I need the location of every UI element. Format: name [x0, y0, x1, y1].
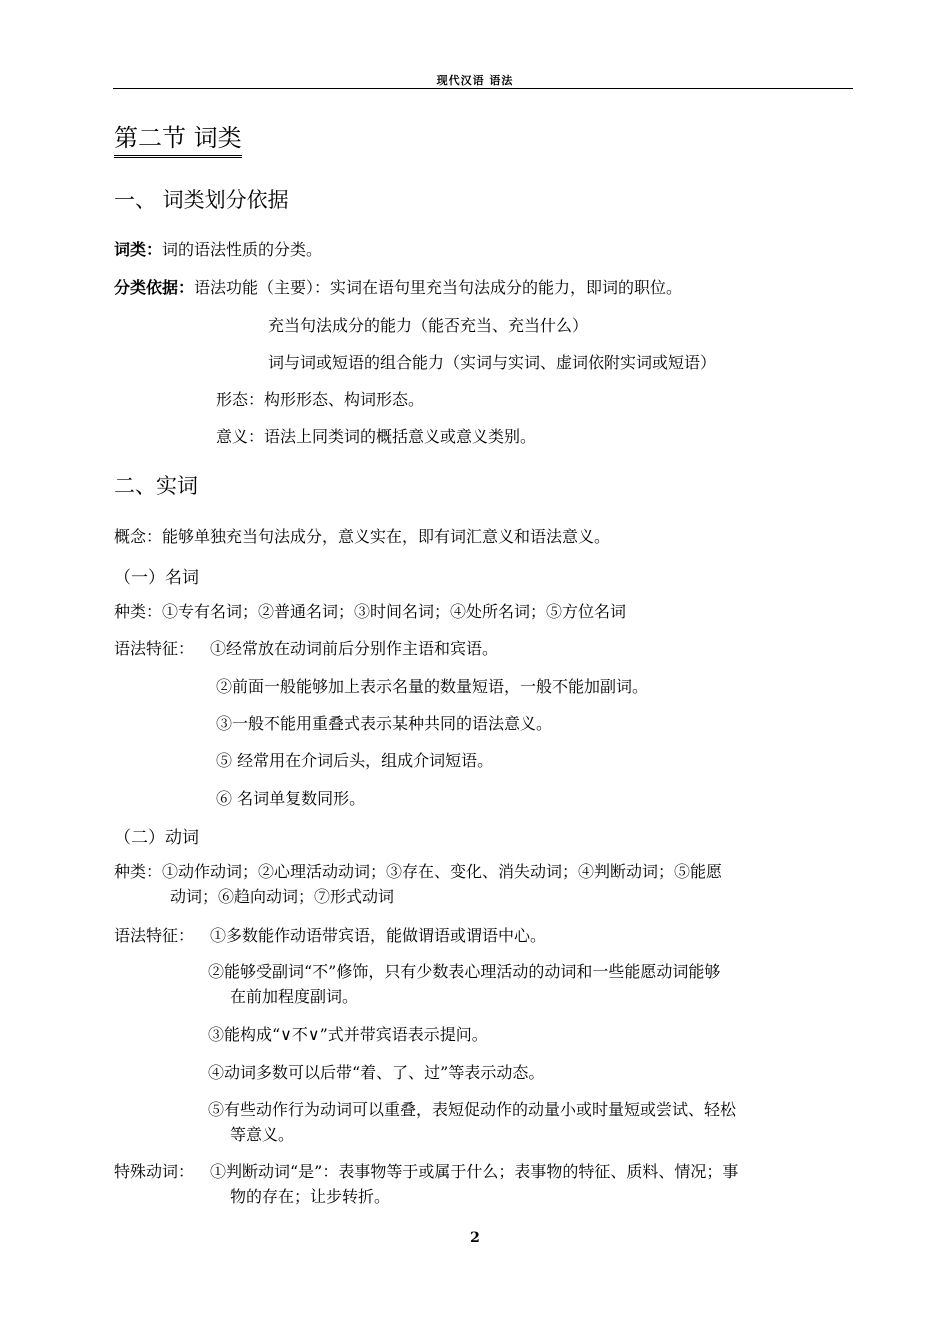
page-number: 2	[470, 1230, 480, 1246]
basis-sub1: 充当句法成分的能力（能否充当、充当什么）	[268, 316, 589, 335]
noun-heading: （一）名词	[114, 568, 199, 588]
verb-feature-4: ④动词多数可以后带“着、了、过”等表示动态。	[208, 1063, 545, 1082]
concept-line: 概念：能够单独充当句法成分，意义实在，即有词汇意义和语法意义。	[114, 527, 611, 546]
heading-part2: 二、实词	[114, 474, 198, 498]
basis-label: 分类依据：	[114, 278, 195, 297]
verb-feature-3: ③能构成“∨不∨”式并带宾语表示提问。	[208, 1025, 488, 1044]
verb-heading: （二）动词	[114, 828, 199, 848]
special-verbs-label: 特殊动词：	[114, 1162, 195, 1181]
noun-feature-1: ①经常放在动词前后分别作主语和宾语。	[210, 639, 499, 658]
heading-part1: 一、 词类划分依据	[114, 188, 289, 212]
running-header: 现代汉语 语法	[436, 74, 514, 87]
basis-text: 语法功能（主要）：实词在语句里充当句法成分的能力，即词的职位。	[194, 278, 683, 297]
verb-feature-2-line1: ②能够受副词“不”修饰，只有少数表心理活动的动词和一些能愿动词能够	[208, 962, 721, 981]
special-verbs-line1: ①判断动词“是”：表事物等于或属于什么；表事物的特征、质料、情况；事	[210, 1162, 739, 1181]
basis-line	[114, 276, 682, 300]
noun-feature-2: ②前面一般能够加上表示名量的数量短语，一般不能加副词。	[216, 677, 649, 696]
verb-feature-5-line2: 等意义。	[230, 1125, 295, 1144]
noun-feature-6: ⑥ 名词单复数同形。	[216, 789, 366, 808]
verb-types-line2: 动词；⑥趋向动词；⑦形式动词	[170, 887, 395, 906]
header-rule	[113, 88, 853, 89]
noun-features-label: 语法特征：	[114, 639, 195, 658]
form-line: 形态：构形形态、构词形态。	[216, 390, 425, 409]
definition-text: 词的语法性质的分类。	[162, 240, 323, 259]
noun-feature-5: ⑤ 经常用在介词后头，组成介词短语。	[216, 751, 494, 770]
verb-types-line1: 种类：①动作动词；②心理活动动词；③存在、变化、消失动词；④判断动词；⑤能愿	[114, 862, 723, 881]
noun-types: 种类：①专有名词；②普通名词；③时间名词；④处所名词；⑤方位名词	[114, 602, 627, 621]
verb-feature-1: ①多数能作动语带宾语，能做谓语或谓语中心。	[210, 926, 547, 945]
basis-sub2: 词与词或短语的组合能力（实词与实词、虚词依附实词或短语）	[268, 353, 717, 372]
meaning-line: 意义：语法上同类词的概括意义或意义类别。	[216, 427, 537, 446]
definition-label: 词类：	[114, 240, 163, 259]
verb-feature-5-line1: ⑤有些动作行为动词可以重叠，表短促动作的动量小或时量短或尝试、轻松	[208, 1100, 737, 1119]
verb-feature-2-line2: 在前加程度副词。	[230, 987, 359, 1006]
noun-feature-3: ③一般不能用重叠式表示某种共同的语法意义。	[216, 714, 553, 733]
section-title: 第二节 词类	[114, 118, 242, 158]
definition-line	[114, 238, 322, 262]
verb-features-label: 语法特征：	[114, 926, 195, 945]
special-verbs-line2: 物的存在；让步转折。	[230, 1187, 391, 1206]
